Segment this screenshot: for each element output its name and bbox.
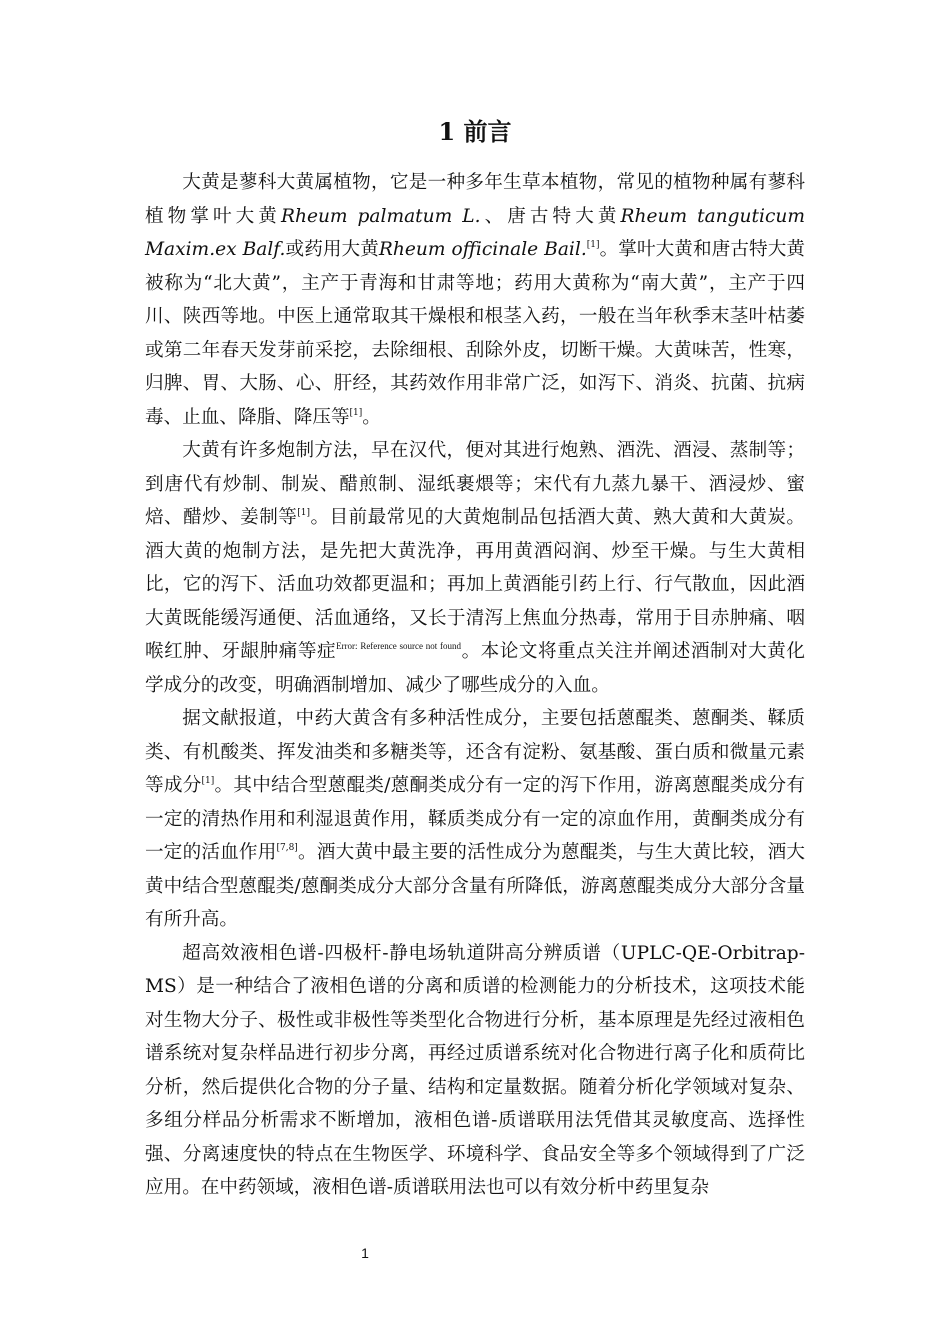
reference-error: Error: Reference source not found xyxy=(336,641,462,651)
text-run: 。目前最常见的大黄炮制品包括酒大黄、熟大黄和大黄炭。酒大黄的炮制方法，是先把大黄洗净，再用黄酒闷润、炒至干燥。与生大黄相比，它的泻下、活血功效都更温和；再加上黄酒能引药上行、行气散血，因此酒大黄既能缓泻通便、活血通络，又长于清泻上焦血分热毒，常用于目赤肿痛、咽喉红肿、牙龈肿痛等症 xyxy=(145,507,805,662)
text-run: 。掌叶大黄和唐古特大黄被称为“北大黄”，主产于青海和甘肃等地；药用大黄称为“南大黄”，主产于四川、陕西等地。中医上通常取其干燥根和根茎入药，一般在当年秋季末茎叶枯萎或第二年春天发芽前采挖，去除细根、刮除外皮，切断干燥。大黄味苦，性寒，归脾、胃、大肠、心、肝经，其药效作用非常广泛，如泻下、消炎、抗菌、抗病毒、止血、降脂、降压等 xyxy=(145,239,805,428)
text-run: 大黄是蓼科大黄属植物，它是一种多年生草本植物，常见的植物种属有蓼科植物掌叶大黄 xyxy=(145,172,805,227)
citation-ref: [1] xyxy=(349,407,363,418)
text-run: 大黄有许多炮制方法，早在汉代，便对其进行炮熟、酒洗、酒浸、蒸制等；到唐代有炒制、制炭、醋煎制、湿纸裹煨等；宋代有九蒸九暴干、酒浸炒、蜜焙、醋炒、姜制等 xyxy=(145,440,805,528)
citation-ref: [1] xyxy=(586,240,600,250)
page-number: 1 xyxy=(361,1245,369,1261)
body-text xyxy=(145,166,805,1205)
text-run: 或药用大黄 xyxy=(285,239,379,260)
text-run: 超高效液相色谱-四极杆-静电场轨道阱高分辨质谱（UPLC-QE-Orbitrap-MS）是一种结合了液相色谱的分离和质谱的检测能力的分析技术，这项技术能对生物大分子、极性或非极性等类型化合物进行分析，基本原理是先经过液相色谱系统对复杂样品进行初步分离，再经过质谱系统对化合物进行离子化和质荷比分析，然后提供化合物的分子量、结构和定量数据。随着分析化学领域对复杂、多组分样品分析需求不断增加，液相色谱-质谱联用法凭借其灵敏度高、选择性强、分离速度快的特点在生物医学、环境科学、食品安全等多个领域得到了广泛应用。在中药领域，液相色谱-质谱联用法也可以有效分析中药里复杂 xyxy=(145,942,805,1198)
citation-ref: [1] xyxy=(297,508,311,518)
text-run: 据文献报道，中药大黄含有多种活性成分，主要包括蒽醌类、蒽酮类、鞣质类、有机酸类、挥发油类和多糖类等，还含有淀粉、氨基酸、蛋白质和微量元素等成分 xyxy=(145,708,805,796)
text-run: 。其中结合型蒽醌类/蒽酮类成分有一定的泻下作用，游离蒽醌类成分有一定的清热作用和利湿退黄作用，鞣质类成分有一定的凉血作用，黄酮类成分有一定的活血作用 xyxy=(145,775,805,863)
paragraph-3 xyxy=(145,702,805,937)
citation-ref: [7,8] xyxy=(276,843,298,853)
species-name: Rheum officinale Bail. xyxy=(378,239,587,260)
paragraph-4 xyxy=(145,937,805,1205)
section-heading: 1 前言 xyxy=(438,117,512,146)
text-run: 、唐古特大黄 xyxy=(480,205,621,227)
species-name: Rheum tanguticum Maxim.ex Balf. xyxy=(145,205,805,260)
paragraph-1 xyxy=(145,166,805,434)
text-run: 。 xyxy=(362,406,381,428)
text-run: 。酒大黄中最主要的活性成分为蒽醌类，与生大黄比较，酒大黄中结合型蒽醌类/蒽酮类成分大部分含量有所降低，游离蒽醌类成分大部分含量有所升高。 xyxy=(145,842,805,930)
citation-ref: [1] xyxy=(201,776,215,786)
paragraph-2 xyxy=(145,434,805,702)
text-run: 。本论文将重点关注并阐述酒制对大黄化学成分的改变，明确酒制增加、减少了哪些成分的入血。 xyxy=(145,641,805,696)
species-name: Rheum palmatum L. xyxy=(280,205,481,227)
